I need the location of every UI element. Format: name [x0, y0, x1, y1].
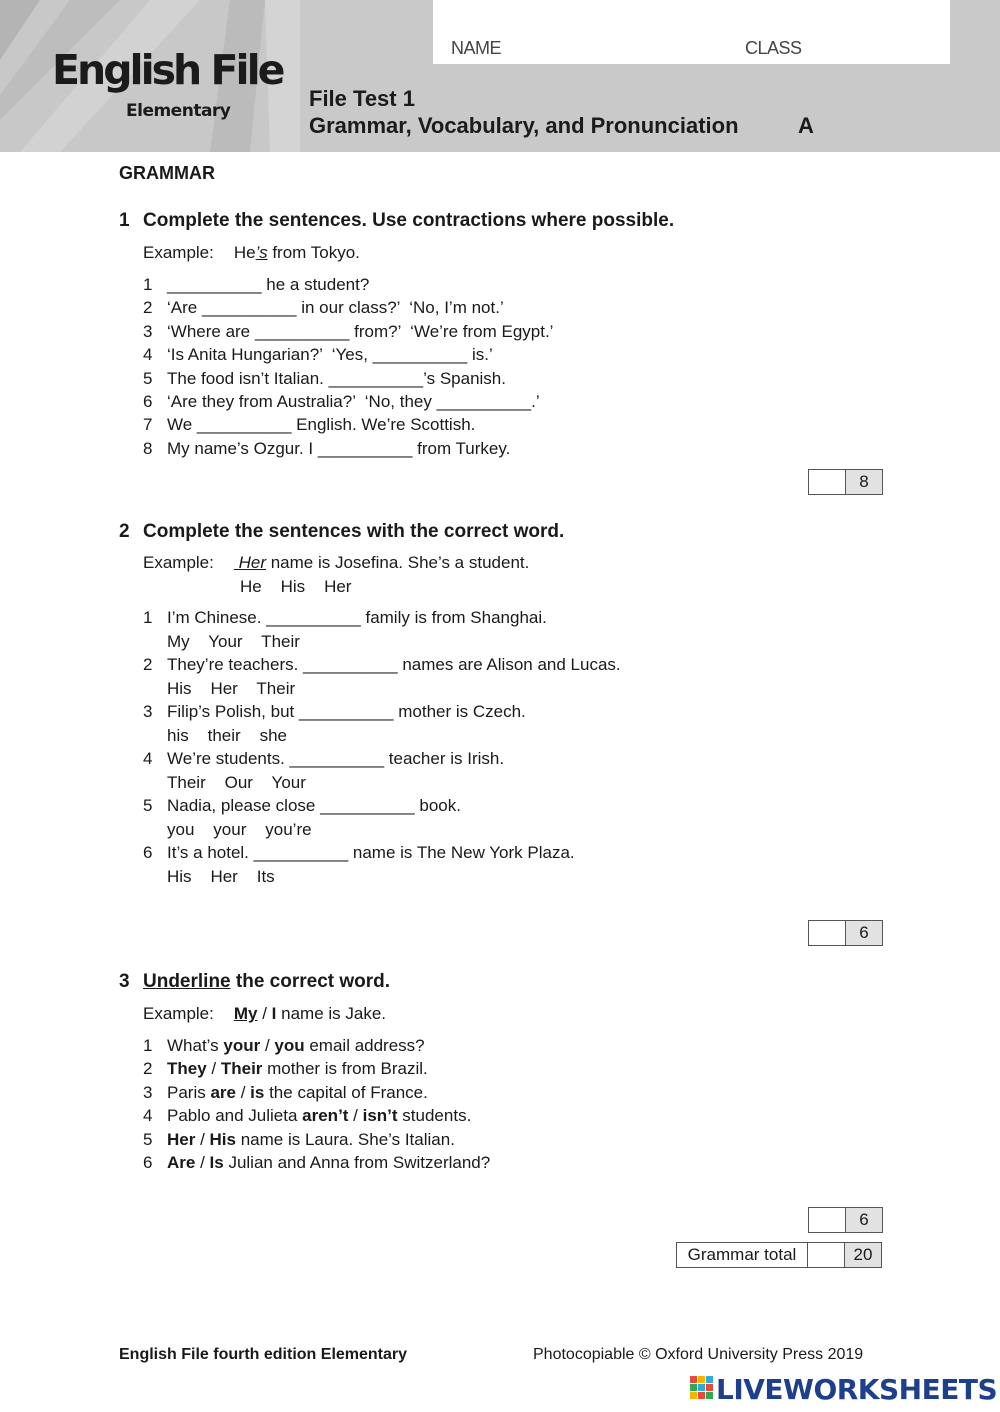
item-text-post: students. [397, 1106, 472, 1126]
item-number: 7 [143, 415, 153, 435]
item-sentence[interactable]: They’re teachers. __________ names are Alison and Lucas. [167, 655, 621, 674]
item-number: 2 [143, 1059, 153, 1079]
q1-item [143, 392, 540, 412]
item-text-pre: What’s [167, 1036, 224, 1055]
score-max: 6 [846, 1208, 882, 1232]
q1-example [143, 243, 360, 263]
q2-item [143, 749, 504, 769]
example-text-post: from Tokyo. [267, 243, 360, 262]
item-number: 1 [143, 275, 153, 294]
q2-item-options: His Her Their [167, 679, 296, 698]
option-separator: / [260, 1036, 275, 1055]
class-label: CLASS [745, 38, 802, 58]
item-text-post: Julian and Anna from Switzerland? [223, 1153, 491, 1172]
item-number: 6 [143, 392, 153, 411]
q2-item-options: Their Our Your [167, 773, 306, 792]
q2-item [143, 655, 621, 675]
item-number: 4 [143, 345, 153, 365]
example-label: Example: [143, 243, 214, 262]
option-a[interactable]: Her [167, 1129, 196, 1149]
liveworksheets-logo-icon [690, 1376, 714, 1400]
option-a[interactable]: aren’t [302, 1106, 349, 1126]
instruction-underlined-word: Underline [143, 971, 231, 992]
q2-instruction: Complete the sentences with the correct word. [143, 521, 565, 542]
item-sentence[interactable]: ‘Where are __________ from?’ ‘We’re from Egypt.’ [167, 321, 554, 341]
item-text-pre: Paris [167, 1082, 211, 1102]
q1-item [143, 415, 475, 435]
option-a[interactable]: are [210, 1082, 236, 1102]
option-separator: / [206, 1059, 221, 1079]
item-number: 3 [143, 321, 153, 341]
option-a[interactable]: They [167, 1059, 207, 1079]
item-number: 6 [143, 1153, 153, 1172]
name-label: NAME [451, 38, 502, 58]
item-text-post: mother is from Brazil. [262, 1059, 428, 1079]
test-subtitle: Grammar, Vocabulary, and Pronunciation [309, 113, 739, 138]
liveworksheets-watermark: LIVEWORKSHEETS [716, 1373, 998, 1406]
option-b[interactable]: Is [209, 1153, 224, 1172]
logo-subtitle: Elementary [126, 101, 231, 121]
item-sentence[interactable]: We __________ English. We’re Scottish. [167, 415, 476, 435]
test-version: A [798, 113, 814, 138]
option-b[interactable]: you [274, 1036, 305, 1055]
score-max: 6 [846, 921, 882, 945]
score-input[interactable] [809, 1208, 846, 1232]
example-option-a: My [233, 1004, 258, 1023]
option-b[interactable]: His [209, 1129, 236, 1149]
q3-item [143, 1059, 428, 1079]
q1-score-box [808, 469, 883, 495]
q2-item-options: His Her Its [167, 867, 275, 886]
item-text-post: the capital of France. [264, 1082, 428, 1102]
example-text-post: name is Josefina. She’s a student. [266, 553, 530, 572]
item-number: 3 [143, 702, 153, 721]
footer-edition: English File fourth edition Elementary [119, 1346, 408, 1363]
option-separator: / [348, 1106, 363, 1126]
total-score-input[interactable] [808, 1243, 845, 1267]
option-a[interactable]: Are [167, 1153, 196, 1172]
item-number: 5 [143, 368, 153, 388]
q3-instruction [143, 971, 390, 993]
option-b[interactable]: isn’t [362, 1106, 398, 1126]
q3-item [143, 1083, 428, 1103]
item-sentence[interactable]: Nadia, please close __________ book. [167, 796, 461, 815]
total-score-max: 20 [845, 1243, 881, 1267]
q2-score-box [808, 920, 883, 946]
q1-item [143, 369, 506, 389]
item-sentence[interactable]: We’re students. __________ teacher is Irish. [167, 749, 505, 768]
score-max: 8 [846, 470, 882, 494]
q1-item [143, 322, 553, 342]
item-number: 8 [143, 438, 153, 458]
item-sentence[interactable]: ‘Is Anita Hungarian?’ ‘Yes, __________ is.’ [167, 345, 493, 365]
item-sentence[interactable]: __________ he a student? [167, 275, 370, 294]
q3-score-box [808, 1207, 883, 1233]
q2-example-options: He His Her [240, 577, 352, 596]
grammar-total-label: Grammar total [676, 1242, 807, 1268]
example-option-b: I [271, 1004, 277, 1023]
item-number: 3 [143, 1082, 153, 1102]
item-sentence[interactable]: It’s a hotel. __________ name is The New York Plaza. [167, 843, 575, 862]
item-number: 2 [143, 298, 153, 318]
item-number: 1 [143, 608, 153, 627]
item-number: 6 [143, 843, 153, 862]
option-separator: / [195, 1129, 210, 1149]
example-text-post: name is Jake. [276, 1004, 387, 1023]
option-a[interactable]: your [223, 1036, 261, 1055]
q3-item [143, 1106, 471, 1126]
logo-title: English File [52, 46, 283, 94]
option-separator: / [236, 1082, 251, 1102]
item-number: 2 [143, 655, 153, 674]
q3-item [143, 1130, 455, 1150]
option-b[interactable]: Their [220, 1059, 263, 1079]
grammar-total-box [807, 1242, 882, 1268]
q2-item-options: his their she [167, 726, 287, 745]
q1-instruction: Complete the sentences. Use contractions where possible. [143, 210, 675, 231]
header-banner [0, 0, 1000, 152]
option-b[interactable]: is [250, 1082, 265, 1102]
example-answer: ’s [255, 243, 268, 262]
item-number: 4 [143, 1106, 153, 1126]
item-sentence[interactable]: My name’s Ozgur. I __________ from Turkey. [167, 438, 511, 458]
q2-item [143, 843, 575, 863]
footer-copyright: Photocopiable © Oxford University Press 2019 [533, 1346, 864, 1363]
q2-number: 2 [119, 521, 130, 542]
name-class-box [433, 0, 950, 64]
example-text-pre: He [233, 243, 256, 262]
q1-number: 1 [119, 210, 130, 231]
item-sentence[interactable]: Filip’s Polish, but __________ mother is Czech. [167, 702, 526, 721]
q3-item [143, 1036, 425, 1056]
q2-item-options: you your you’re [167, 820, 312, 839]
example-label: Example: [143, 1004, 214, 1023]
q2-example [143, 553, 529, 573]
item-number: 1 [143, 1036, 153, 1055]
item-sentence[interactable]: The food isn’t Italian. __________’s Spanish. [167, 368, 506, 388]
item-sentence[interactable]: I’m Chinese. __________ family is from Shanghai. [167, 608, 547, 627]
q2-item [143, 702, 526, 722]
item-number: 5 [143, 1129, 153, 1149]
item-text-pre: Pablo and Julieta [167, 1106, 303, 1126]
example-answer: Her [233, 553, 266, 572]
q2-item [143, 796, 461, 816]
instruction-rest: the correct word. [230, 971, 391, 992]
file-test-title: File Test 1 [309, 86, 415, 111]
option-separator: / [195, 1153, 210, 1172]
section-title: GRAMMAR [119, 163, 215, 183]
q3-number: 3 [119, 971, 130, 992]
score-input[interactable] [809, 470, 846, 494]
q3-item [143, 1153, 490, 1173]
q1-item [143, 345, 493, 365]
q1-item [143, 298, 504, 318]
grammar-total-row [676, 1242, 882, 1268]
q2-item-options: My Your Their [167, 632, 300, 651]
q2-item [143, 608, 547, 628]
q1-item [143, 439, 510, 459]
q1-item [143, 275, 369, 295]
example-label: Example: [143, 553, 214, 572]
item-text-post: name is Laura. She’s Italian. [236, 1129, 455, 1149]
q3-example [143, 1004, 386, 1024]
example-separator: / [257, 1004, 272, 1023]
item-sentence[interactable]: ‘Are __________ in our class?’ ‘No, I’m not.’ [167, 298, 504, 318]
item-number: 5 [143, 796, 153, 815]
item-text-post: email address? [304, 1036, 425, 1055]
item-sentence[interactable]: ‘Are they from Australia?’ ‘No, they __________.’ [167, 392, 540, 411]
item-number: 4 [143, 749, 153, 768]
score-input[interactable] [809, 921, 846, 945]
